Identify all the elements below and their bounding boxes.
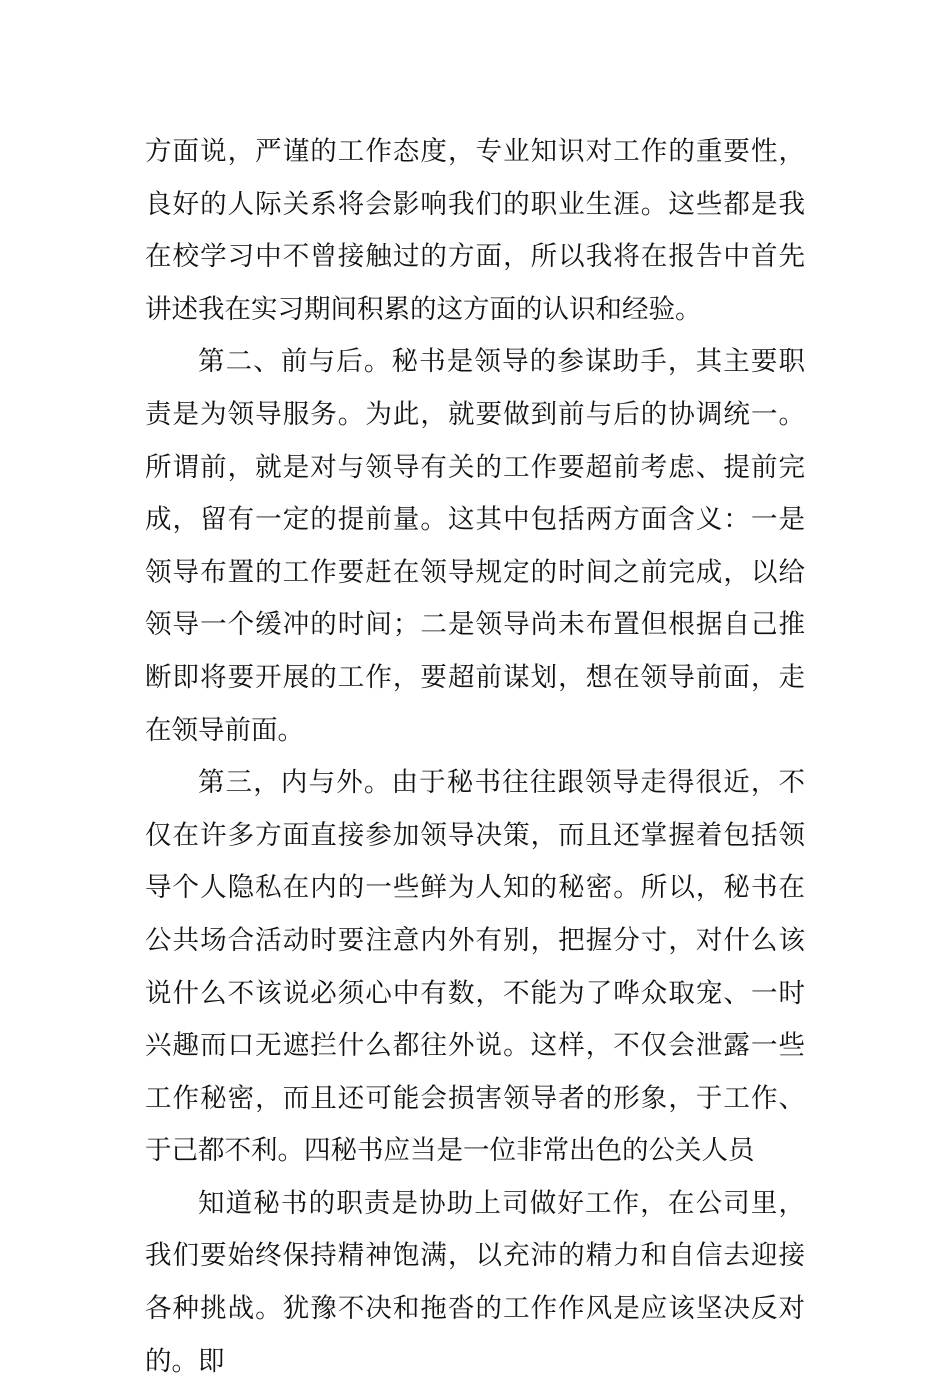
paragraph-continuation: 方面说，严谨的工作态度，专业知识对工作的重要性，良好的人际关系将会影响我们的职业生涯。这些都是我在校学习中不曾接触过的方面，所以我将在报告中首先讲述我在实习期间积累的这方面的认识和经验。: [145, 136, 805, 325]
document-page: [145, 126, 805, 1388]
paragraph-secretary-duties: 知道秘书的职责是协助上司做好工作，在公司里，我们要始终保持精神饱满，以充沛的精力和自信去迎接各种挑战。犹豫不决和拖沓的工作作风是应该坚决反对的。即: [145, 1187, 805, 1377]
paragraph-second-front-and-back: 第二、前与后。秘书是领导的参谋助手，其主要职责是为领导服务。为此，就要做到前与后的协调统一。所谓前，就是对与领导有关的工作要超前考虑、提前完成，留有一定的提前量。这其中包括两方面含义：一是领导布置的工作要赶在领导规定的时间之前完成，以给领导一个缓冲的时间；二是领导尚未布置但根据自己推断即将要开展的工作，要超前谋划，想在领导前面，走在领导前面。: [145, 346, 805, 746]
paragraph-third-inside-and-outside: 第三，内与外。由于秘书往往跟领导走得很近，不仅在许多方面直接参加领导决策，而且还掌握着包括领导个人隐私在内的一些鲜为人知的秘密。所以，秘书在公共场合活动时要注意内外有别，把握分寸，对什么该说什么不该说必须心中有数，不能为了哗众取宠、一时兴趣而口无遮拦什么都往外说。这样，不仅会泄露一些工作秘密，而且还可能会损害领导者的形象，于工作、于己都不利。四秘书应当是一位非常出色的公关人员: [145, 767, 805, 1167]
